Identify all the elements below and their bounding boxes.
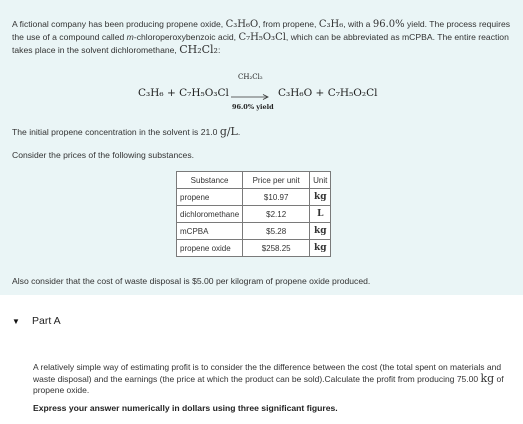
- yield-value: 96.0%: [372, 19, 405, 30]
- intro-paragraph: [12, 18, 514, 57]
- substance-cell: dichloromethane: [177, 206, 243, 223]
- waste-disposal-note: Also consider that the cost of waste disposal is $5.00 per kilogram of propene oxide produced.: [12, 276, 371, 286]
- arrow-yield-label: 96.0% yield: [232, 103, 274, 111]
- substance-cell: propene: [177, 189, 243, 206]
- price-cell: $5.28: [243, 223, 310, 240]
- unit-cell: L: [310, 206, 331, 223]
- concentration-sentence: The initial propene concentration in the solvent is 21.0 g/L.: [12, 125, 241, 138]
- part-a-body: [0, 350, 523, 424]
- propene-formula: C₃H₆: [318, 19, 344, 30]
- part-a-question: A relatively simple way of estimating profit is to consider the the difference between the cost (the total spent on materials and waste disposal) and the earnings (the price at which the product can be sold).Calculate the profit from producing 75.00 kg of propene oxide.: [33, 362, 504, 396]
- part-a-label: Part A: [32, 315, 61, 327]
- table-row: [177, 223, 331, 240]
- intro-text: -chloroperoxybenzoic acid,: [133, 32, 239, 43]
- intro-text: , with a: [343, 19, 373, 29]
- price-cell: $10.97: [243, 189, 310, 206]
- mcpba-formula: C₇H₅O₃Cl: [238, 32, 286, 44]
- propene-oxide-formula: C₃H₆O: [225, 19, 259, 30]
- table-row: [177, 189, 331, 206]
- solvent-formula: CH₂Cl₂: [179, 43, 218, 57]
- products: C₃H₆O + C₇H₅O₂Cl: [278, 87, 378, 99]
- reactants: C₃H₆ + C₇H₅O₃Cl: [138, 87, 229, 99]
- unit-cell: kg: [310, 223, 331, 240]
- table-row: [177, 240, 331, 257]
- reaction-arrow-icon: [231, 93, 271, 101]
- intro-text: , from propene,: [258, 19, 319, 29]
- column-header-price: Price per unit: [243, 172, 310, 189]
- mass-unit: kg: [480, 372, 495, 386]
- substance-cell: propene oxide: [177, 240, 243, 257]
- price-table: [176, 171, 331, 257]
- intro-text: :: [217, 45, 221, 56]
- column-header-substance: Substance: [177, 172, 243, 189]
- answer-instructions: Express your answer numerically in dollars using three significant figures.: [33, 403, 338, 413]
- prices-intro: Consider the prices of the following substances.: [12, 150, 195, 160]
- table-row: [177, 206, 331, 223]
- meta-prefix: m: [126, 32, 134, 43]
- reaction-equation: [0, 70, 523, 115]
- caret-down-icon: ▼: [12, 317, 20, 326]
- price-cell: $258.25: [243, 240, 310, 257]
- intro-text: yield. The process requires the use of a compound called: [12, 19, 511, 43]
- substance-cell: mCPBA: [177, 223, 243, 240]
- intro-text: , which can be abbreviated as mCPBA. The entire reaction takes place in the solvent dichloromethane,: [12, 32, 509, 56]
- column-header-unit: Unit: [310, 172, 331, 189]
- unit-cell: kg: [310, 189, 331, 206]
- arrow-solvent-label: CH₂Cl₂: [238, 73, 263, 81]
- concentration-unit: g/L: [219, 125, 238, 138]
- unit-cell: kg: [310, 240, 331, 257]
- part-a-toggle[interactable]: [0, 305, 523, 345]
- intro-text: A fictional company has been producing propene oxide,: [12, 19, 226, 29]
- price-cell: $2.12: [243, 206, 310, 223]
- table-header-row: [177, 172, 331, 189]
